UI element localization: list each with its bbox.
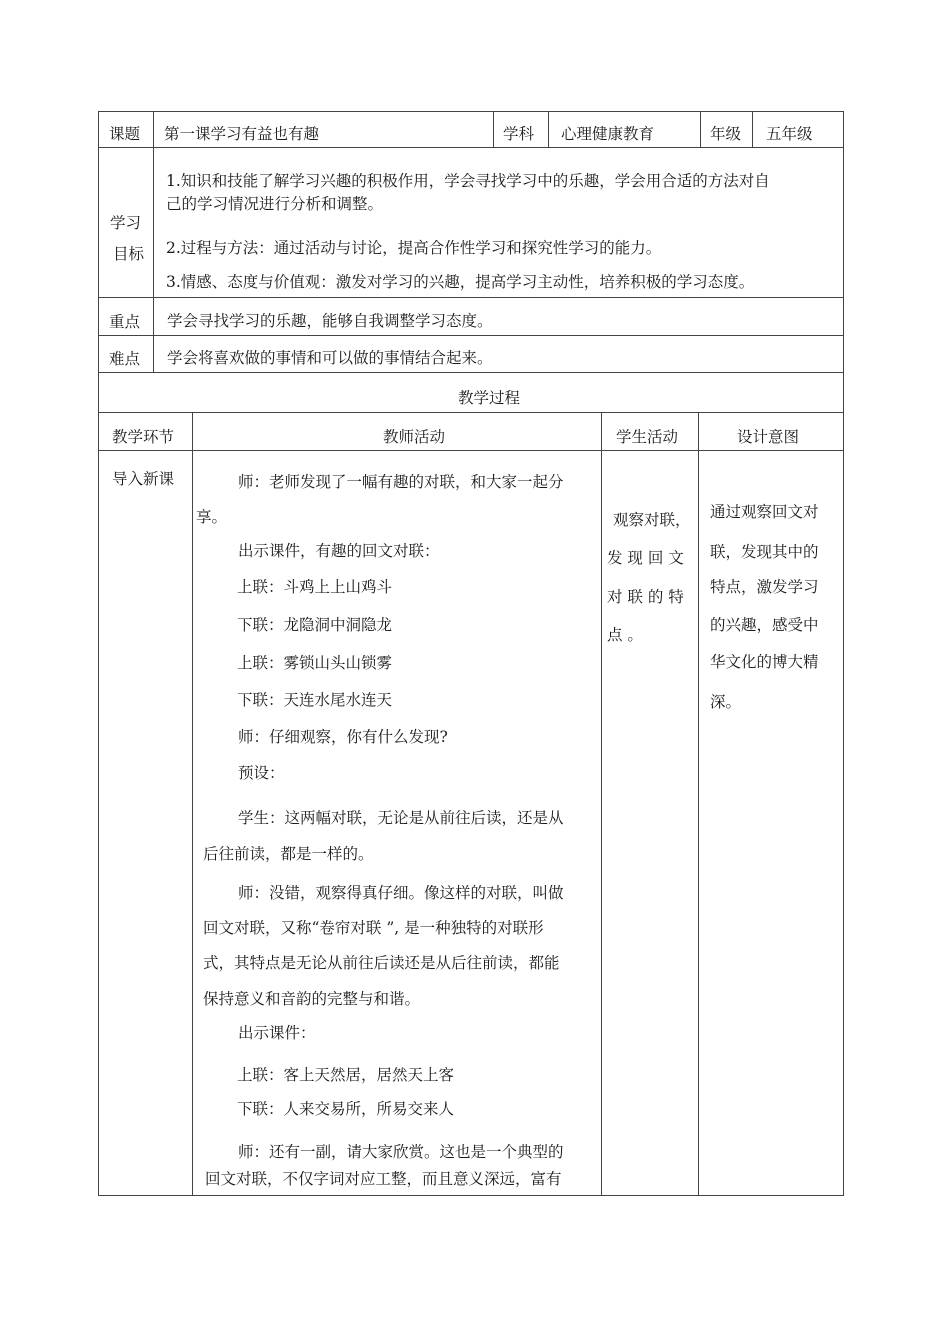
teacher-line: 师：老师发现了一幅有趣的对联，和大家一起分 xyxy=(238,473,564,491)
table-rule xyxy=(601,412,602,1196)
table-rule xyxy=(98,412,844,413)
goals-label: 目标 xyxy=(113,245,145,263)
teacher-line: 回文对联，又称“卷帘对联 ”, 是一种独特的对联形 xyxy=(203,919,544,937)
table-border-top xyxy=(98,111,844,112)
key-point-label: 重点 xyxy=(109,313,141,331)
difficulty-label: 难点 xyxy=(109,350,141,368)
grade-label: 年级 xyxy=(710,125,742,143)
teacher-line: 师：仔细观察，你有什么发现? xyxy=(238,728,448,746)
teacher-line: 回文对联，不仅字词对应工整，而且意义深远，富有 xyxy=(205,1170,562,1188)
teacher-line: 保持意义和音韵的完整与和谐。 xyxy=(203,990,421,1008)
student-line: 点 。 xyxy=(607,626,643,644)
table-rule xyxy=(698,412,699,1196)
table-border-left xyxy=(98,111,99,1196)
table-border-bottom xyxy=(98,1195,844,1196)
goal-item: 己的学习情况进行分析和调整。 xyxy=(166,195,384,213)
table-rule xyxy=(98,450,844,451)
table-rule xyxy=(700,111,701,147)
topic-value: 第一课学习有益也有趣 xyxy=(164,125,320,143)
table-rule xyxy=(548,111,549,147)
subject-label: 学科 xyxy=(503,125,535,143)
goal-item: 2.过程与方法：通过活动与讨论，提高合作性学习和探究性学习的能力。 xyxy=(166,239,662,257)
subject-value: 心理健康教育 xyxy=(561,125,655,143)
topic-label: 课题 xyxy=(109,125,141,143)
teacher-line: 享。 xyxy=(196,508,228,526)
student-line: 观察对联， xyxy=(613,511,691,529)
teacher-line: 上联：客上天然居，居然天上客 xyxy=(237,1066,455,1084)
table-rule xyxy=(493,111,494,147)
column-header: 教学环节 xyxy=(112,428,175,446)
goal-item: 1.知识和技能了解学习兴趣的积极作用，学会寻找学习中的乐趣，学会用合适的方法对自 xyxy=(166,172,770,190)
teacher-line: 出示课件： xyxy=(238,1024,316,1042)
grade-value: 五年级 xyxy=(766,125,813,143)
table-rule xyxy=(98,372,844,373)
design-line: 联，发现其中的 xyxy=(710,543,819,561)
design-line: 通过观察回文对 xyxy=(710,503,819,521)
goals-label: 学习 xyxy=(110,214,142,232)
difficulty-value: 学会将喜欢做的事情和可以做的事情结合起来。 xyxy=(167,349,493,367)
table-rule xyxy=(98,147,844,148)
column-header: 学生活动 xyxy=(616,428,679,446)
teacher-line: 下联：天连水尾水连天 xyxy=(237,691,393,709)
process-title: 教学过程 xyxy=(458,389,521,407)
teacher-line: 上联：雾锁山头山锁雾 xyxy=(237,654,393,672)
student-line: 对 联 的 特 xyxy=(607,588,684,606)
table-rule xyxy=(192,412,193,1196)
teacher-line: 下联：龙隐洞中洞隐龙 xyxy=(237,616,393,634)
teacher-line: 师：还有一副，请大家欣赏。这也是一个典型的 xyxy=(238,1143,564,1161)
design-line: 深。 xyxy=(710,693,742,711)
goal-item: 3.情感、态度与价值观：激发对学习的兴趣，提高学习主动性，培养积极的学习态度。 xyxy=(166,273,755,291)
table-rule xyxy=(98,297,844,298)
teacher-line: 出示课件，有趣的回文对联： xyxy=(238,542,440,560)
teacher-line: 学生：这两幅对联，无论是从前往后读，还是从 xyxy=(238,809,564,827)
teacher-line: 预设： xyxy=(238,764,285,782)
design-line: 的兴趣，感受中 xyxy=(710,616,819,634)
table-rule xyxy=(752,111,753,147)
table-rule xyxy=(98,335,844,336)
table-border-right xyxy=(843,111,844,1196)
teacher-line: 下联：人来交易所，所易交来人 xyxy=(237,1100,455,1118)
table-rule xyxy=(153,111,154,372)
design-line: 特点，激发学习 xyxy=(710,578,819,596)
teacher-line: 师：没错，观察得真仔细。像这样的对联，叫做 xyxy=(238,884,564,902)
design-line: 华文化的博大精 xyxy=(710,653,819,671)
teacher-line: 上联：斗鸡上上山鸡斗 xyxy=(237,578,393,596)
column-header: 教师活动 xyxy=(383,428,446,446)
key-point-value: 学会寻找学习的乐趣，能够自我调整学习态度。 xyxy=(167,312,493,330)
teacher-line: 后往前读，都是一样的。 xyxy=(203,845,374,863)
teacher-line: 式，其特点是无论从前往后读还是从后往前读，都能 xyxy=(203,954,560,972)
column-header: 设计意图 xyxy=(737,428,800,446)
stage-name: 导入新课 xyxy=(112,470,175,488)
student-line: 发 现 回 文 xyxy=(607,549,684,567)
